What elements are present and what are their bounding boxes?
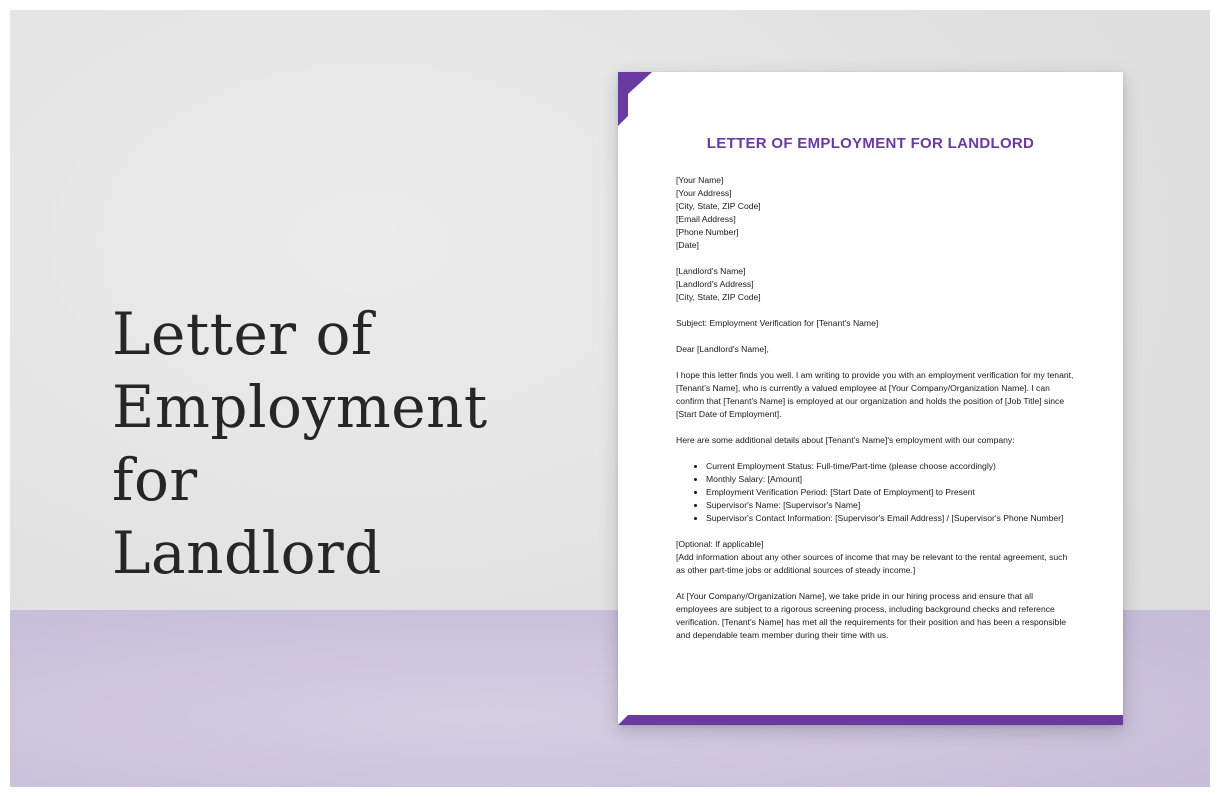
recipient-line: [Landlord's Name] xyxy=(676,266,746,276)
recipient-line: [Landlord's Address] xyxy=(676,279,754,289)
sender-line: [Your Address] xyxy=(676,188,732,198)
hero-title xyxy=(112,298,582,590)
optional-label: [Optional: If applicable] xyxy=(676,539,764,549)
hero-title-line: Employment for xyxy=(112,373,488,514)
sender-line: [Phone Number] xyxy=(676,227,739,237)
details-list-item: • Supervisor's Name: [Supervisor's Name] xyxy=(706,499,1076,512)
document-title: LETTER OF EMPLOYMENT FOR LANDLORD xyxy=(706,135,1035,152)
closing-paragraph: At [Your Company/Organization Name], we take pride in our hiring process and ensure that all employees are subject to a rigorous screening process, including background checks and reference verification. [Tenant's Name] has met all the requirements for their position and has been a responsible and dependable team member during their time with us. xyxy=(676,591,1067,640)
sender-line: [City, State, ZIP Code] xyxy=(676,201,761,211)
bottom-accent-bar xyxy=(618,715,1123,725)
salutation: Dear [Landlord's Name], xyxy=(676,344,769,354)
hero-title-line: Landlord xyxy=(112,519,382,587)
hero-title-line: Letter of xyxy=(112,300,373,368)
sender-line: [Your Name] xyxy=(676,175,724,185)
document-page xyxy=(618,72,1123,725)
recipient-block xyxy=(676,265,1076,304)
recipient-line: [City, State, ZIP Code] xyxy=(676,292,761,302)
details-list-item: • Current Employment Status: Full-time/Part-time (please choose accordingly) xyxy=(706,460,1076,473)
document-body xyxy=(676,174,1076,655)
optional-text: [Add information about any other sources of income that may be relevant to the rental agreement, such as other part-time jobs or additional sources of steady income.] xyxy=(676,552,1068,575)
sender-line: [Email Address] xyxy=(676,214,736,224)
preview-background xyxy=(10,10,1210,787)
sender-line: [Date] xyxy=(676,240,699,250)
details-list-item: • Employment Verification Period: [Start Date of Employment] to Present xyxy=(706,486,1076,499)
subject-line: Subject: Employment Verification for [Tenant's Name] xyxy=(676,318,879,328)
sender-block xyxy=(676,174,1076,252)
details-list-item: • Supervisor's Contact Information: [Supervisor's Email Address] / [Supervisor's Phone Number] xyxy=(706,512,1076,525)
optional-section xyxy=(676,538,1076,577)
details-list-item: • Monthly Salary: [Amount] xyxy=(706,473,1076,486)
intro-paragraph: I hope this letter finds you well. I am writing to provide you with an employment verification for my tenant, [Tenant's Name], who is currently a valued employee at [Your Company/Organization Name]. I can confirm that [Tenant's Name] is employed at our organization and holds the position of [Job Title] since [Start Date of Employment]. xyxy=(676,370,1074,419)
corner-accent xyxy=(618,72,652,126)
details-intro: Here are some additional details about [Tenant's Name]'s employment with our company: xyxy=(676,435,1015,445)
details-list xyxy=(676,460,1076,525)
